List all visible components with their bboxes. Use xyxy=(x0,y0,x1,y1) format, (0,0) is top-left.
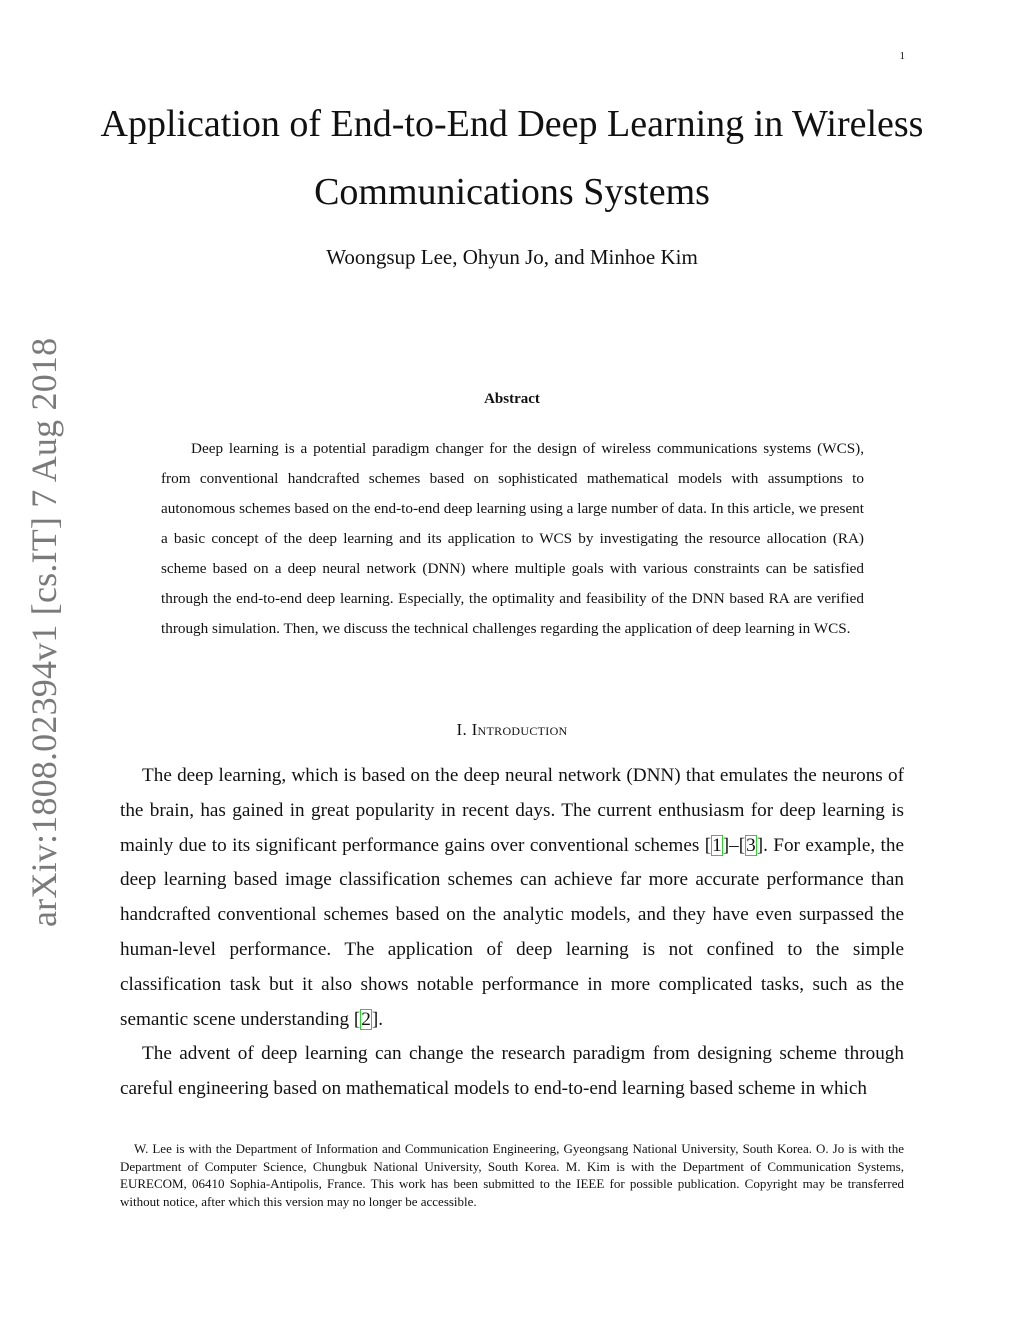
intro-text: ]. For example, the deep learning based image classification schemes can achieve far more accurate performance than handcrafted conventional schemes based on the analytic models, and they have even surpassed the human-level performance. The application of deep learning is not confined to the simple classification task but it also shows notable performance in more complicated tasks, such as the semantic scene understanding [ xyxy=(120,834,904,1030)
citation-link-2[interactable]: 2 xyxy=(361,1008,371,1030)
introduction-body xyxy=(120,759,904,1107)
author-list: Woongsup Lee, Ohyun Jo, and Minhoe Kim xyxy=(326,245,698,269)
author-affiliation-footnote: W. Lee is with the Department of Information and Communication Engineering, Gyeongsang National University, South Korea. O. Jo is with the Department of Computer Science, Chungbuk National University, South Korea. M. Kim is with the Department of Communication Systems, EURECOM, 06410 Sophia-Antipolis, France. This work has been submitted to the IEEE for possible publication. Copyright may be transferred without notice, after which this version may no longer be accessible. xyxy=(120,1141,904,1209)
introduction-paragraph-2: The advent of deep learning can change the research paradigm from designing scheme through careful engineering based on mathematical models to end-to-end learning based scheme in which xyxy=(120,1043,904,1100)
section-heading-introduction xyxy=(100,720,924,740)
arxiv-identifier-stamp: arXiv:1808.02394v1 [cs.IT] 7 Aug 2018 xyxy=(24,337,64,927)
citation-link-3[interactable]: 3 xyxy=(746,834,756,856)
page-number: 1 xyxy=(899,50,905,62)
abstract-heading: Abstract xyxy=(484,391,540,407)
paper-title: Application of End-to-End Deep Learning in Wireless Communications Systems xyxy=(100,103,924,213)
citation-link-1[interactable]: 1 xyxy=(712,834,722,856)
intro-text: The deep learning, which is based on the deep neural network (DNN) that emulates the neurons of the brain, has gained in great popularity in recent days. The current enthusiasm for deep learning is mainly due to its significant performance gains over conventional schemes [ xyxy=(120,765,904,856)
intro-text: ]–[ xyxy=(722,834,746,856)
section-title: Introduction xyxy=(471,720,568,739)
section-number: I. xyxy=(456,720,468,739)
intro-text: ]. xyxy=(371,1008,384,1030)
abstract-text: Deep learning is a potential paradigm changer for the design of wireless communications systems (WCS), from conventional handcrafted schemes based on sophisticated mathematical models with assumptions to autonomous schemes based on the end-to-end deep learning using a large number of data. In this article, we present a basic concept of the deep learning and its application to WCS by investigating the resource allocation (RA) scheme based on a deep neural network (DNN) where multiple goals with various constraints can be satisfied through the end-to-end deep learning. Especially, the optimality and feasibility of the DNN based RA are verified through simulation. Then, we discuss the technical challenges regarding the application of deep learning in WCS. xyxy=(161,440,864,637)
introduction-paragraph-1 xyxy=(120,759,904,1037)
